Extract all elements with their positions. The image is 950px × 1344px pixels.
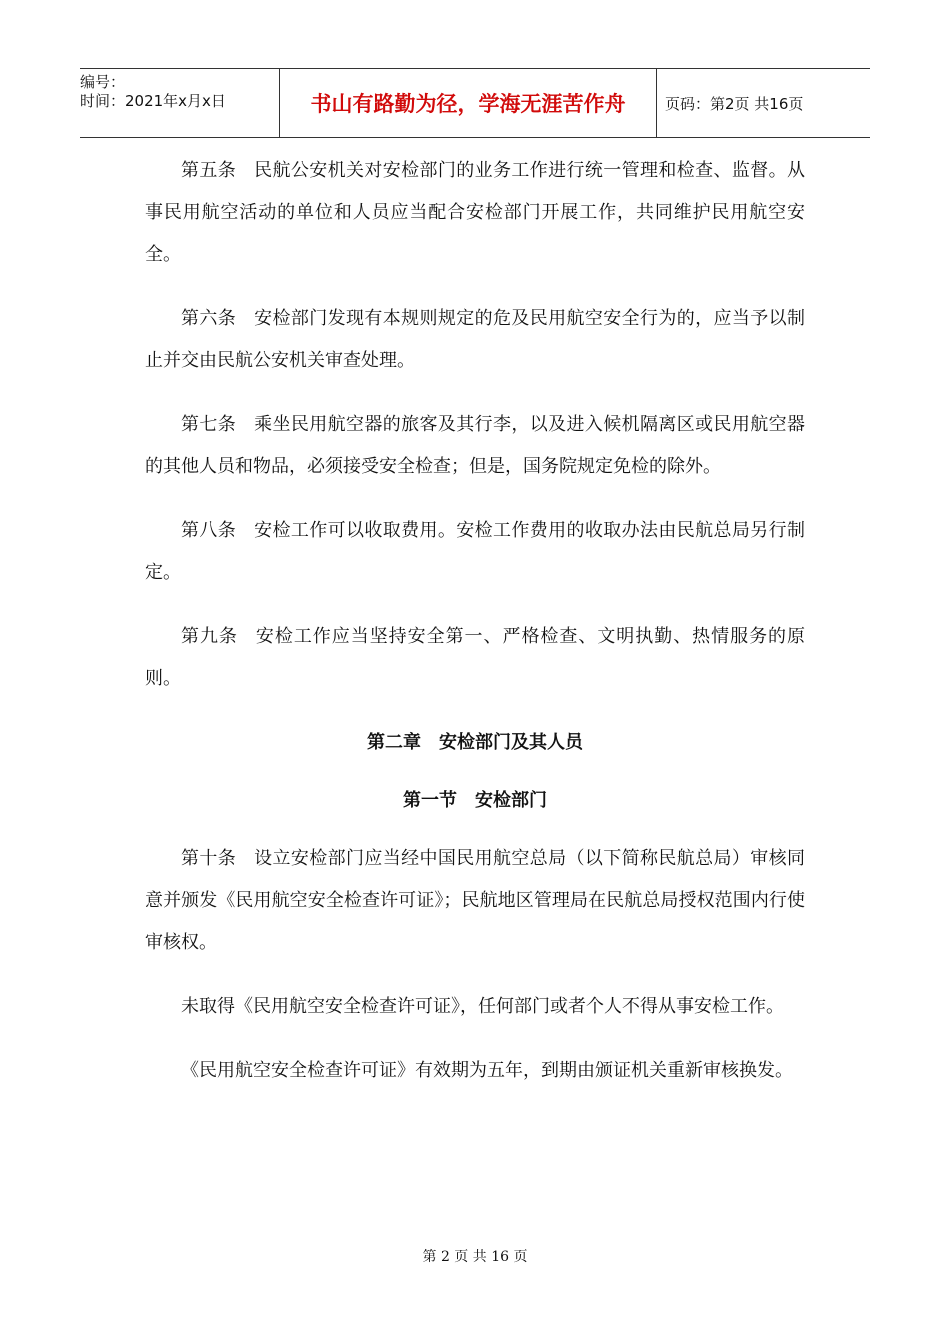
- header-page-info: 页码：第2页 共16页: [665, 94, 804, 113]
- article-number: 第七条: [181, 414, 237, 435]
- header-motto: 书山有路勤为径，学海无涯苦作舟: [280, 69, 657, 137]
- article-text: 安检工作应当坚持安全第一、严格检查、文明执勤、热情服务的原则。: [145, 626, 805, 689]
- article-text: 安检工作可以收取费用。安检工作费用的收取办法由民航总局另行制定。: [145, 520, 805, 583]
- article-text: 未取得《民用航空安全检查许可证》，任何部门或者个人不得从事安检工作。: [181, 996, 784, 1017]
- chapter-heading: 第二章 安检部门及其人员: [367, 732, 583, 753]
- document-body: [145, 150, 805, 1114]
- page-header: [80, 68, 870, 138]
- article-text: 《民用航空安全检查许可证》有效期为五年，到期由颁证机关重新审核换发。: [181, 1060, 793, 1081]
- number-label: 编号：: [80, 73, 126, 91]
- header-meta: [80, 69, 280, 137]
- article-10-clause-2: [145, 986, 805, 1028]
- article-10-clause-3: [145, 1050, 805, 1092]
- article-9: [145, 616, 805, 700]
- article-number: 第十条: [181, 848, 237, 869]
- article-text: 民航公安机关对安检部门的业务工作进行统一管理和检查、监督。从事民用航空活动的单位和人员应当配合安检部门开展工作，共同维护民用航空安全。: [145, 160, 805, 265]
- article-number: 第九条: [181, 626, 238, 647]
- article-number: 第五条: [181, 160, 237, 181]
- article-7: [145, 404, 805, 488]
- article-text: 乘坐民用航空器的旅客及其行李，以及进入候机隔离区或民用航空器的其他人员和物品，必须接受安全检查；但是，国务院规定免检的除外。: [145, 414, 805, 477]
- article-text: 安检部门发现有本规则规定的危及民用航空安全行为的，应当予以制止并交由民航公安机关审查处理。: [145, 308, 805, 371]
- page-footer: 第 2 页 共 16 页: [422, 1249, 528, 1265]
- section-heading: 第一节 安检部门: [403, 790, 547, 811]
- date-label: 时间：2021年x月x日: [80, 92, 226, 110]
- article-number: 第八条: [181, 520, 237, 541]
- article-text: 设立安检部门应当经中国民用航空总局（以下简称民航总局）审核同意并颁发《民用航空安全检查许可证》；民航地区管理局在民航总局授权范围内行使审核权。: [145, 848, 805, 953]
- article-10: [145, 838, 805, 964]
- article-5: [145, 150, 805, 276]
- article-number: 第六条: [181, 308, 237, 329]
- article-8: [145, 510, 805, 594]
- article-6: [145, 298, 805, 382]
